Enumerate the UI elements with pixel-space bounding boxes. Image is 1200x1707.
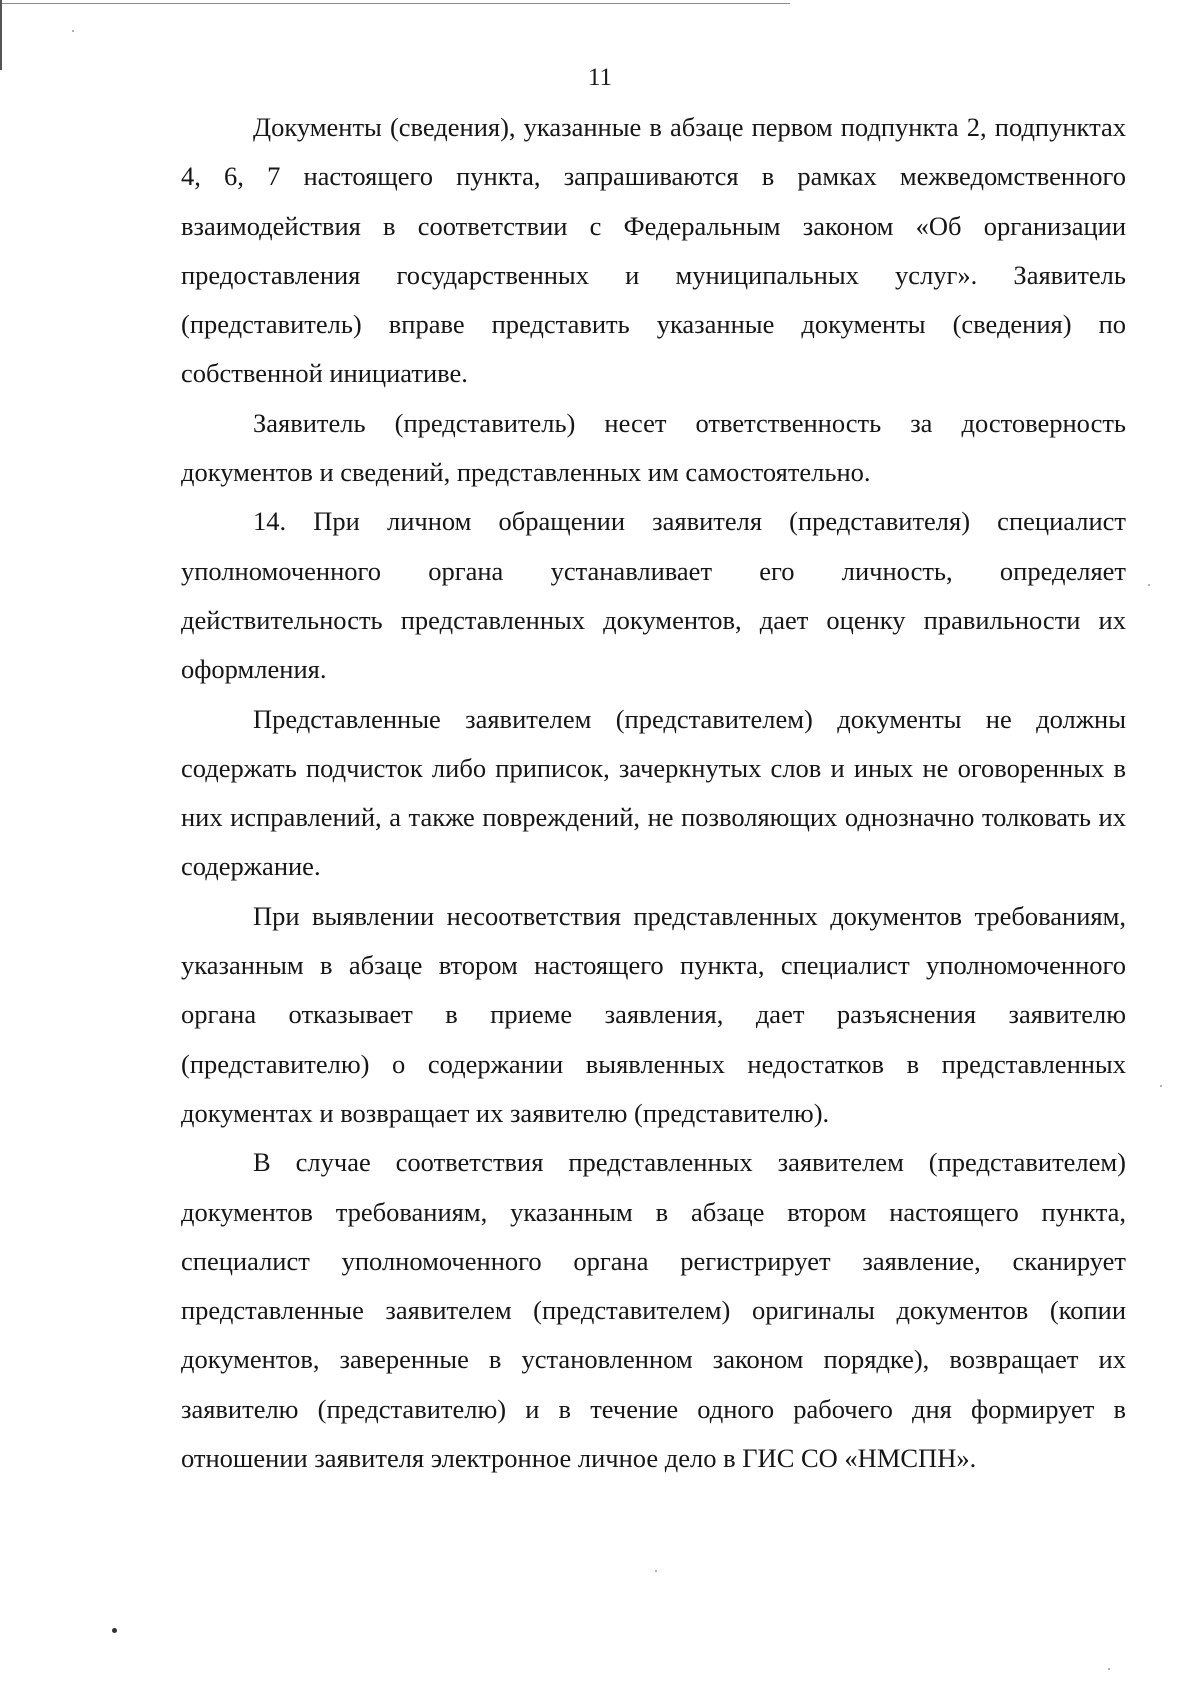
scan-speck xyxy=(655,1570,657,1572)
scan-artifact-top-line xyxy=(0,3,790,4)
scan-artifact-left-edge xyxy=(0,0,2,70)
paragraph: 14. При личном обращении заявителя (представителя) специалист уполномоченного органа устанавливает его личность, определяет действительность представленных документов, дает оценку правильности их оформления. xyxy=(181,506,1126,685)
scan-speck xyxy=(72,30,74,32)
paragraph: Документы (сведения), указанные в абзаце первом подпункта 2, подпунктах 4, 6, 7 настоящего пункта, запрашиваются в рамках межведомственного взаимодействия в соответствии с Федеральным законом «Об организации предоставления государственных и муниципальных услуг». Заявитель (представитель) вправе представить указанные документы (сведения) по собственной инициативе. xyxy=(181,112,1126,389)
page-number: 11 xyxy=(587,64,613,91)
paragraph: Заявитель (представитель) несет ответственность за достоверность документов и сведений, представленных им самостоятельно. xyxy=(181,407,1126,488)
scan-speck xyxy=(1108,1668,1110,1670)
scan-speck xyxy=(112,1628,117,1633)
paragraph: Представленные заявителем (представителем) документы не должны содержать подчисток либо приписок, зачеркнутых слов и иных не оговоренных в них исправлений, а также повреждений, не позволяющих однозначно толковать их содержание. xyxy=(181,703,1126,882)
scan-speck xyxy=(1148,584,1150,586)
scan-speck xyxy=(1160,1085,1162,1087)
paragraph: В случае соответствия представленных заявителем (представителем) документов требованиям, указанным в абзаце втором настоящего пункта, специалист уполномоченного органа регистрирует заявление, сканирует представленные заявителем (представителем) оригиналы документов (копии документов, заверенные в установленном законом порядке), возвращает их заявителю (представителю) и в течение одного рабочего дня формирует в отношении заявителя электронное личное дело в ГИС СО «НМСПН». xyxy=(181,1147,1126,1474)
paragraph: При выявлении несоответствия представленных документов требованиям, указанным в абзаце втором настоящего пункта, специалист уполномоченного органа отказывает в приеме заявления, дает разъяснения заявителю (представителю) о содержании выявленных недостатков в представленных документах и возвращает их заявителю (представителю). xyxy=(181,900,1126,1128)
document-body xyxy=(181,103,1126,1483)
